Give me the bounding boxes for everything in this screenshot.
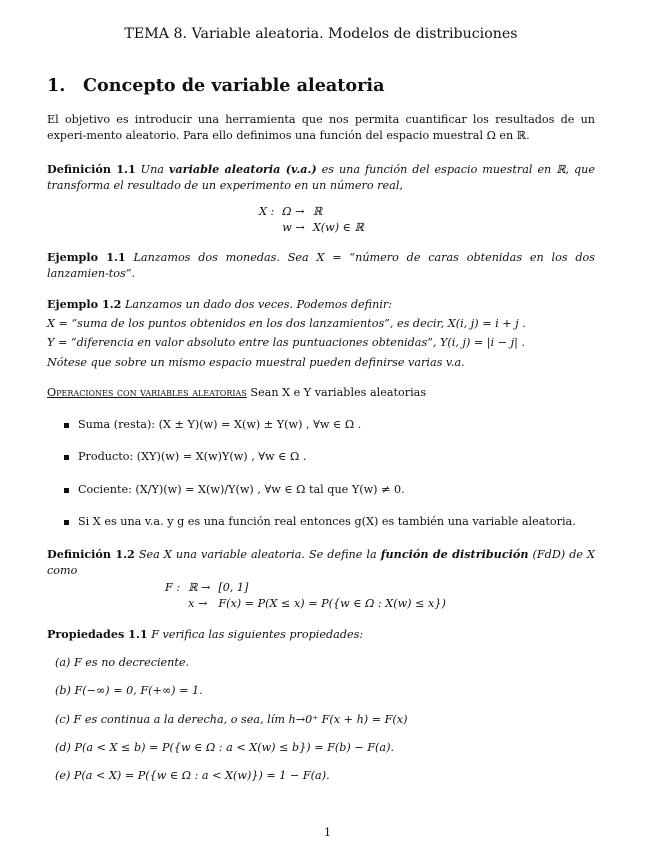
document-page <box>47 24 595 784</box>
ej1-text: Lanzamos dos monedas. Sea X = “número de caras obtenidas en los dos lanzamien-tos”. <box>47 250 595 280</box>
def2-text-b: (FdD) de X como <box>47 548 595 578</box>
operations-intro: Sean X e Y variables aleatorias <box>250 385 427 399</box>
list-item: Si X es una v.a. y g es una función real entonces g(X) es también una variable aleatoria. <box>47 514 595 530</box>
def2-formula-domain: ℝ → <box>188 580 211 594</box>
example-1-2 <box>47 296 595 371</box>
def1-formula-var: w → <box>282 221 305 235</box>
list-item: (d) P(a < X ≤ b) = P({w ∈ Ω : a < X(w) ≤ b}) = F(b) − F(a). <box>55 740 394 754</box>
operations-heading: Operaciones con variables aleatorias <box>47 385 247 399</box>
ej2-line3: Y = “diferencia en valor absoluto entre las puntuaciones obtenidas”, Y(i, j) = |i − j| . <box>47 336 525 350</box>
intro-paragraph: El objetivo es introducir una herramienta que nos permita cuantificar los resultados de un experi-mento aleatorio. Para ello definimos una función del espacio muestral Ω en ℝ. <box>47 113 595 143</box>
list-item: (e) P(a < X) = P({w ∈ Ω : a < X(w)}) = 1 − F(a). <box>55 769 330 783</box>
section-title: Concepto de variable aleatoria <box>83 74 385 96</box>
ej2-label: Ejemplo 1.2 <box>47 296 122 311</box>
list-item: Suma (resta): (X ± Y)(w) = X(w) ± Y(w) , ∀w ∈ Ω . <box>47 417 595 433</box>
section-number: 1. <box>47 74 66 96</box>
def1-formula-image: X(w) ∈ ℝ <box>312 221 364 235</box>
def1-label: Definición 1.1 <box>47 161 136 176</box>
list-item: (c) F es continua a la derecha, o sea, lím h→0⁺ F(x + h) = F(x) <box>55 712 408 726</box>
ej2-line2: X = “suma de los puntos obtenidos en los dos lanzamientos”, es decir, X(i, j) = i + j . <box>47 317 526 331</box>
operations-heading-line <box>47 385 595 401</box>
list-item: Producto: (XY)(w) = X(w)Y(w) , ∀w ∈ Ω . <box>47 449 595 465</box>
list-item: (b) F(−∞) = 0, F(+∞) = 1. <box>55 684 203 698</box>
definition-1-1 <box>47 161 595 194</box>
def2-display-formula <box>165 580 595 612</box>
operations-list <box>47 417 595 530</box>
def2-formula-image: F(x) = P(X ≤ x) = P({w ∈ Ω : X(w) ≤ x}) <box>218 596 446 610</box>
definition-1-2 <box>47 546 595 579</box>
def1-text-a: Una <box>140 162 164 176</box>
def2-text-a: Sea X una variable aleatoria. Se define la <box>138 548 377 562</box>
running-title: TEMA 8. Variable aleatoria. Modelos de distribuciones <box>124 26 518 42</box>
ej2-line4: Nótese que sobre un mismo espacio muestral pueden definirse varias v.a. <box>47 355 465 369</box>
def1-formula-domain: Ω → <box>282 205 305 219</box>
def2-label: Definición 1.2 <box>47 547 135 562</box>
def1-display-formula <box>259 204 595 236</box>
properties-list <box>47 655 595 784</box>
def2-formula-codomain: [0, 1] <box>218 580 249 594</box>
ej2-line1: Lanzamos un dado dos veces. Podemos definir: <box>125 297 393 311</box>
def1-formula-codomain: ℝ <box>312 205 323 219</box>
page-number: 1 <box>323 826 332 839</box>
def1-formula-map-name: X : <box>259 205 275 219</box>
properties-heading <box>47 626 595 643</box>
example-1-1 <box>47 249 595 282</box>
def1-term: variable aleatoria (v.a.) <box>168 161 317 176</box>
def2-term: función de distribución <box>380 547 529 562</box>
props-intro: F verifica las siguientes propiedades: <box>151 628 364 642</box>
def1-text-b: es una función del espacio muestral en ℝ, que transforma el resultado de un experimento en un número real, <box>47 162 595 192</box>
ej1-label: Ejemplo 1.1 <box>47 249 126 264</box>
list-item: Cociente: (X/Y)(w) = X(w)/Y(w) , ∀w ∈ Ω tal que Y(w) ≠ 0. <box>47 482 595 498</box>
def2-formula-map-name: F : <box>165 580 181 594</box>
props-label: Propiedades 1.1 <box>47 627 148 642</box>
section-heading <box>47 73 595 99</box>
def2-formula-var: x → <box>188 596 208 610</box>
list-item: (a) F es no decreciente. <box>55 656 190 670</box>
